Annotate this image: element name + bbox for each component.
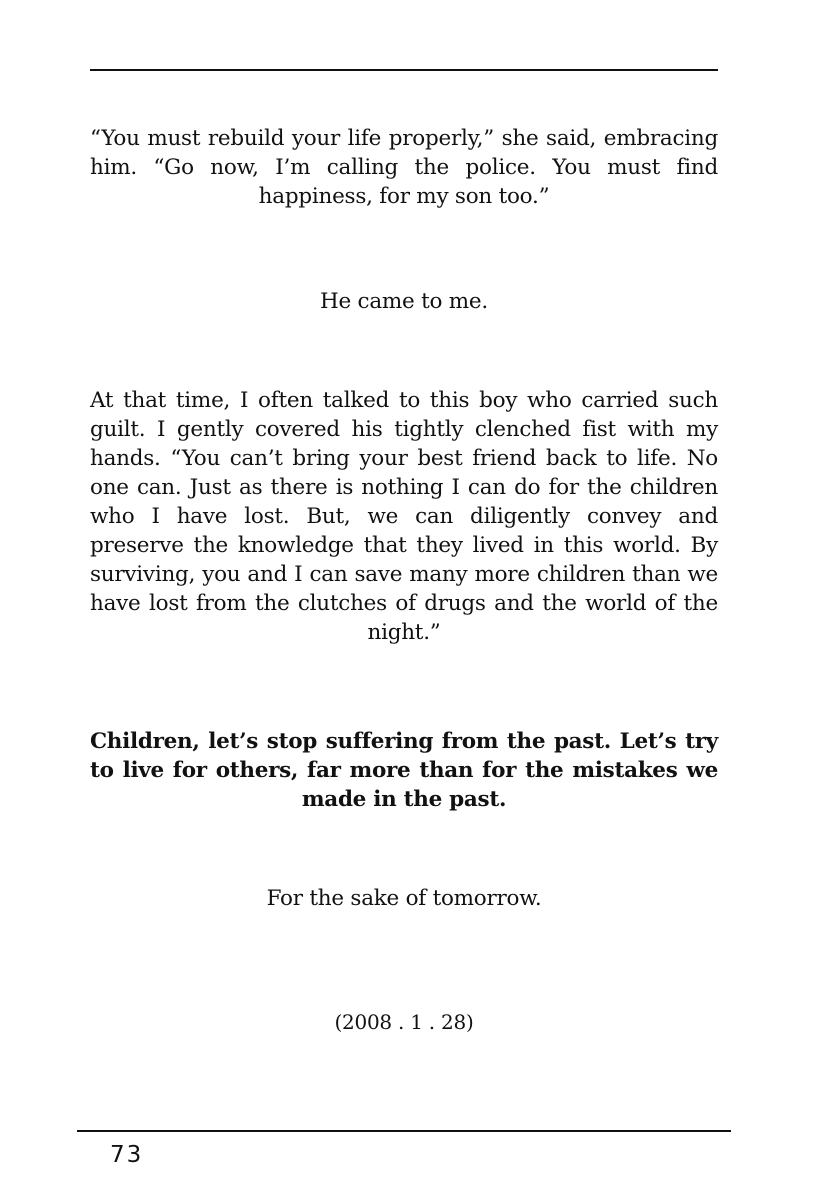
top-divider [90, 69, 718, 71]
paragraph-bold-message: Children, let’s stop suffering from the past. Let’s try to live for others, far more than for the mistakes we made in the past. [90, 728, 718, 812]
paragraph-he-came: He came to me. [320, 288, 488, 314]
date-line: (2008 . 1 . 28) [334, 1010, 474, 1034]
paragraph-guilt-story: At that time, I often talked to this boy who carried such guilt. I gently covered his tightly clenched fist with my hands. “You can’t bring your best friend back to life. No one can. Just as there is nothing I can do for the children who I have lost. But, we can diligently convey and preserve the knowledge that they lived in this world. By surviving, you and I can save many more children than we have lost from the clutches of drugs and the world of the night.” [90, 387, 718, 645]
paragraph-tomorrow: For the sake of tomorrow. [266, 885, 542, 911]
paragraph-quote-mother: “You must rebuild your life properly,” she said, embracing him. “Go now, I’m calling the police. You must find happiness, for my son too.” [90, 125, 718, 209]
page-number: 73 [110, 1142, 144, 1168]
bottom-divider [77, 1130, 731, 1132]
